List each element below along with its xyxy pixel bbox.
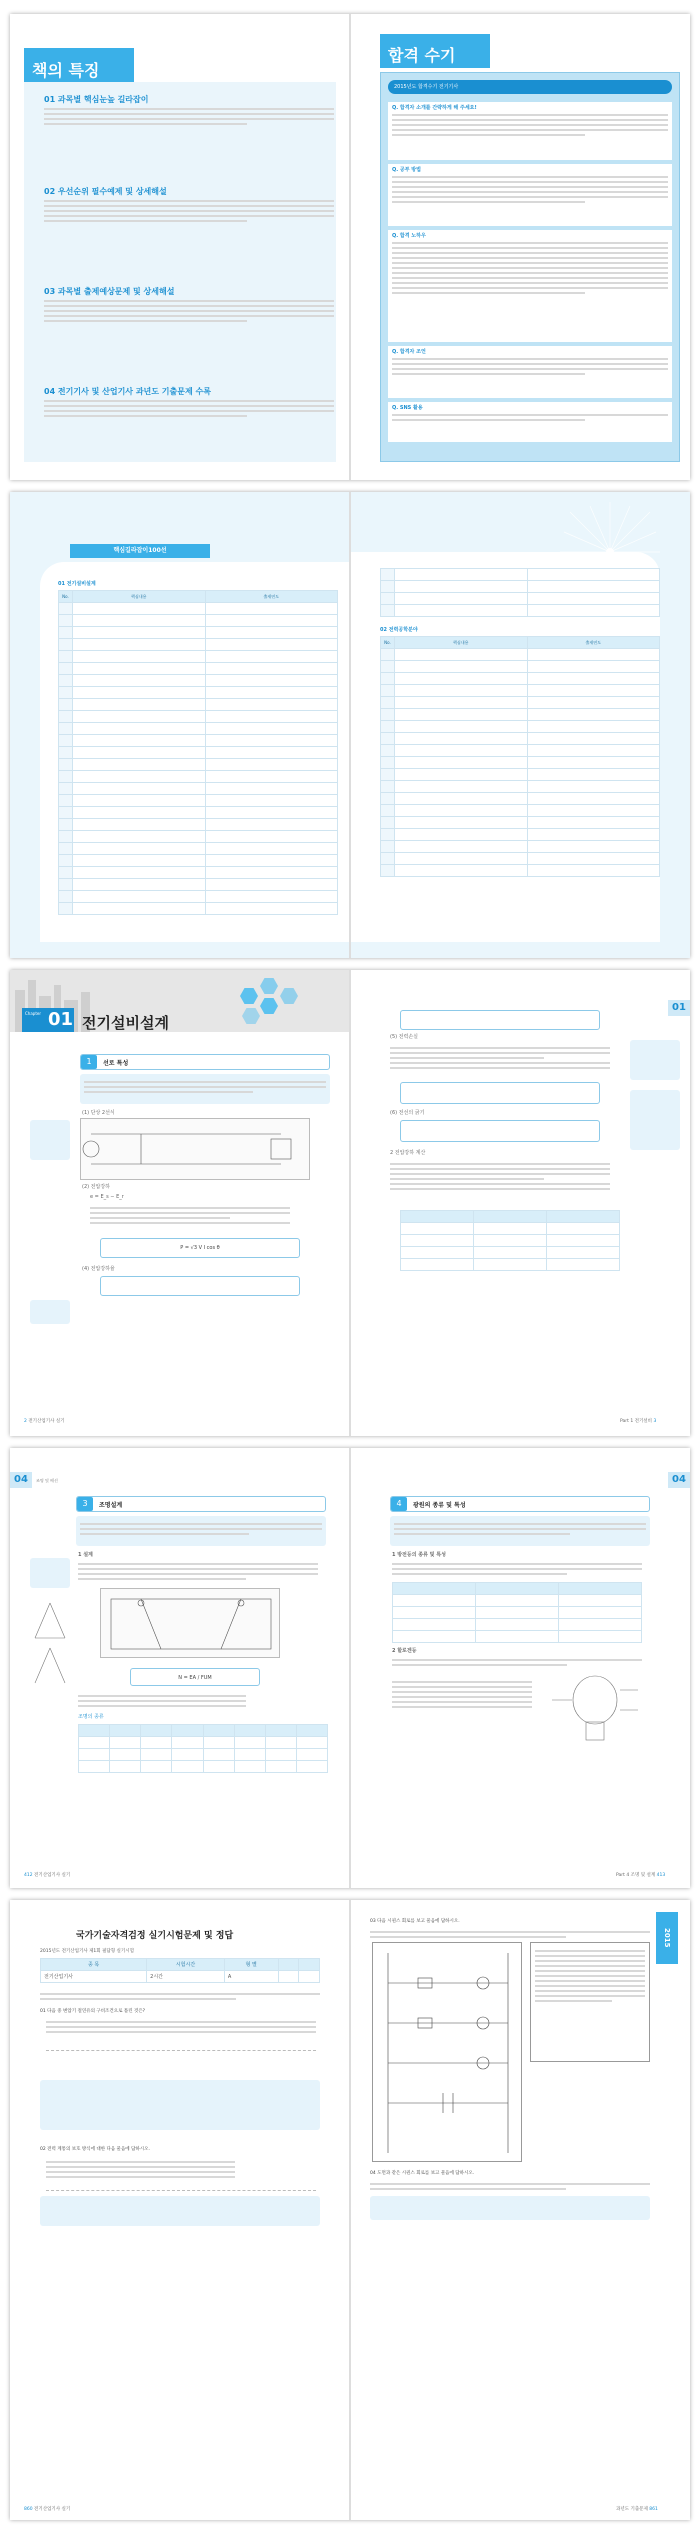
side-note [30, 1300, 70, 1324]
side-note [30, 1558, 70, 1588]
testimonial-q5: Q. SNS 활용 [388, 402, 672, 442]
discharge-lamp-table [392, 1582, 642, 1643]
core-table-right-top [380, 568, 660, 617]
formula-box-4 [400, 1082, 600, 1104]
testimonial-q4: Q. 합격자 조언 [388, 346, 672, 398]
answer-box [40, 2080, 320, 2130]
section-intro [80, 1074, 330, 1104]
side-note [630, 1090, 680, 1150]
answer-box [370, 2196, 650, 2220]
sequence-circuit-diagram [372, 1942, 522, 2162]
core-subheading: 01 전기설비설계 [58, 581, 96, 587]
spread-core-100 [10, 492, 690, 958]
legend-box [530, 1942, 650, 2062]
section-heading: 4 광원의 종류 및 특성 [390, 1496, 650, 1512]
testimonial-header: 합격 수기 [380, 34, 490, 68]
formula-box-5 [400, 1120, 600, 1142]
feature-item: 03 과목별 출제예상문제 및 상세해설 [44, 286, 334, 325]
spread-chapter-04: 04 조명 및 배선 04 3 조명설계 1 설계 N = EA / FUM 조명의 종류 4 광원의 종류 및 특성 1 방전등의 종류 및 특성 2 할로겐등 412 전기산업기사 실기 Part 4 조명 및 설계 413 [10, 1448, 690, 1888]
section-heading: 1 선로 특성 [80, 1054, 330, 1070]
core-subheading: 02 전력공학분야 [380, 627, 418, 633]
chapter-title: 전기설비설계 [82, 1014, 169, 1032]
question-04: 04 도면과 같은 시퀀스 회로를 보고 물음에 답하시오. [370, 2171, 475, 2176]
core-table-left: No. 핵심내용 출제연도 [58, 590, 338, 915]
spread-book-features [10, 14, 690, 480]
chapter-tab: 04 [10, 1472, 32, 1488]
feature-item: 02 우선순위 필수예제 및 상세해설 [44, 186, 334, 225]
formula-box: P = √3 V I cos θ [100, 1238, 300, 1258]
light-cone-figure [30, 1598, 70, 1688]
exam-title: 국가기술자격검정 실기시험문제 및 정답 [76, 1931, 234, 1941]
section-heading: 3 조명설계 [76, 1496, 326, 1512]
page-chapter-start [10, 970, 350, 1436]
lighting-table [78, 1724, 328, 1773]
core-table-right: No. 핵심내용 출제연도 [380, 636, 660, 877]
question-03: 03 다음 시퀀스 회로를 보고 물음에 답하시오. [370, 1919, 460, 1924]
features-header: 책의 특징 [24, 48, 134, 82]
core-title: 핵심길라잡이100선 [70, 544, 210, 558]
single-phase-diagram [80, 1118, 310, 1180]
formula-box-3 [400, 1010, 600, 1030]
testimonial-banner: 2015년도 합격수기 전기기사 [388, 80, 672, 94]
testimonial-q1: Q. 합격자 소개를 간략하게 해 주세요! [388, 102, 672, 160]
chapter-badge: Chapter 01 [22, 1008, 74, 1032]
voltage-drop-formula: e = E_s − E_r [90, 1194, 124, 1200]
testimonial-q2: Q. 공부 방법 [388, 164, 672, 226]
question-02: 02 전력 계통의 보호 방식에 대한 다음 물음에 답하시오. [40, 2147, 150, 2152]
side-note [630, 1040, 680, 1080]
voltage-drop-table [400, 1210, 620, 1271]
side-note [30, 1120, 70, 1160]
lighting-formula: N = EA / FUM [130, 1668, 260, 1686]
year-tab: 2015 [656, 1912, 678, 1964]
exam-info-table: 종 목 시험시간 형 별 전기산업기사 2시간 A [40, 1958, 320, 1983]
feature-item: 04 전기기사 및 산업기사 과년도 기출문제 수록 [44, 386, 334, 420]
feature-item: 01 과목별 핵심눈높 길라잡이 [44, 94, 334, 128]
chapter-tab: 04 [668, 1472, 690, 1488]
halogen-lamp-figure [550, 1670, 640, 1750]
testimonial-q3: Q. 합격 노하우 [388, 230, 672, 342]
spread-past-exam: 국가기술자격검정 실기시험문제 및 정답 2015년도 전기산업기사 제1회 필답형 실기시험 종 목 시험시간 형 별 전기산업기사 2시간 A 01 다음 중 변압기 절연유의 구비조건으로 틀린 것은? 02 전력 계통의 보호 방식에 대한 다음 물음에 답하시오. 2015 03 다음 시퀀스 회로를 보고 물음에 답하시오. 04 도면과 같은 시퀀스 회로를 보고 물음에 답하시오. 860 전기산업기사 실기 과년도 기출문제 861 [10, 1900, 690, 2520]
room-lighting-diagram [100, 1588, 280, 1658]
question-01: 01 다음 중 변압기 절연유의 구비조건으로 틀린 것은? [40, 2009, 146, 2014]
answer-box [40, 2196, 320, 2226]
spread-chapter-01: Chapter 01 전기설비설계 1 선로 특성 (1) 단상 2선식 (2) 전압강하 e = E_s − E_r P = √3 V I cos θ (4) 전압강하율 2 전기산업기사 실기 Part 1 전기설비 3 01 (5) 전력손실 (6) 전선의 굵기 2 전압강하 계산 [10, 970, 690, 1436]
formula-box-2 [100, 1276, 300, 1296]
chapter-tab: 01 [668, 1000, 690, 1016]
